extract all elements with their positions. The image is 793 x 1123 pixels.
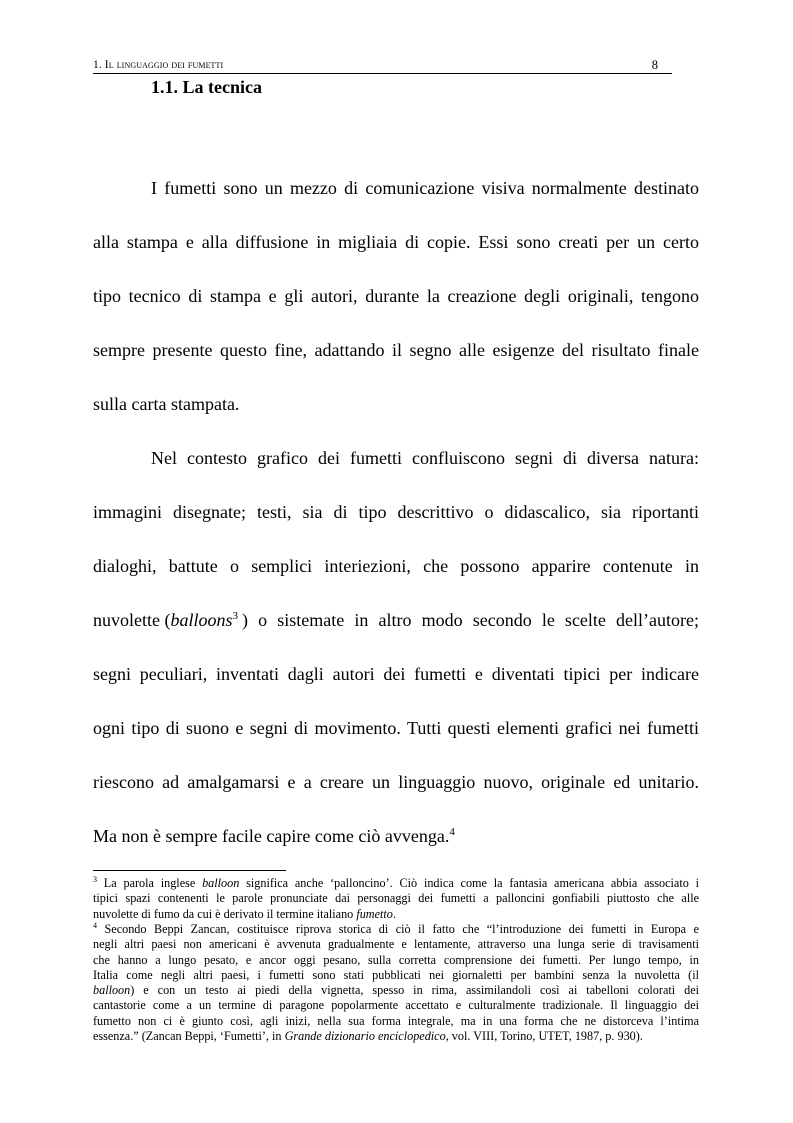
balloons-term: balloons	[170, 610, 233, 630]
paragraph-2-line-6: ogni tipo di suono e segni di movimento. Tutti questi elementi grafici nei fumetti	[93, 718, 699, 738]
footnote-4-mark: 4	[93, 921, 97, 930]
paragraph-2-line-5: segni peculiari, inventati dagli autori dei fumetti e diventati tipici per indicare	[93, 664, 699, 684]
paragraph-1-line-5: sulla carta stampata.	[93, 394, 240, 414]
paragraph-1-line-4: sempre presente questo fine, adattando il segno alle esigenze del risultato finale	[93, 340, 699, 360]
footnote-4	[93, 922, 699, 1044]
footnote-3-line-1: $^3$ La parola inglese balloon significa anche ‘palloncino’. Ciò indica come la fantasia americana abbia associato i	[93, 875, 699, 890]
footnote-3-line-3: nuvolette di fumo da cui è derivato il termine italiano fumetto.	[93, 906, 396, 921]
section-title: 1.1. La tecnica	[151, 77, 262, 97]
footnote-3-line-2: tipici spazi contenenti le parole pronunciate dai personaggi dei fumetti a palloncini gonfiabili piuttosto che alle	[93, 891, 699, 906]
footnote-ref-3[interactable]: 3	[232, 610, 238, 622]
footnote-4-line-2: negli altri paesi non americani è avvenuta gradualmente e lentamente, attraverso una lunga serie di travisamenti	[93, 937, 699, 952]
footnote-4-line-3: che hanno a lungo pesato, e ancor oggi pesano, sulla corretta comprensione dei fumetti. Per lungo tempo, in	[93, 952, 699, 967]
footnote-4-line-4: Italia come negli altri paesi, i fumetti sono stati pubblicati nei giornaletti per bambini senza la nuvoletta (il	[93, 967, 699, 982]
chapter-title: 1. Il linguaggio dei fumetti	[93, 59, 224, 71]
footnote-separator	[93, 870, 286, 871]
footnote-3-mark: 3	[93, 875, 97, 884]
page-number: 8	[651, 58, 658, 72]
paragraph-2-line-1: Nel contesto grafico dei fumetti confluiscono segni di diversa natura:	[151, 448, 699, 468]
footnote-4-line-7: fumetto non ci è giunto così, agli inizi, nella sua forma integrale, ma in una forma che ne distorceva l’intima	[93, 1013, 699, 1028]
balloons-phrase: nuvolette (balloons$^3$	[93, 610, 238, 630]
paragraph-1-line-3: tipo tecnico di stampa e gli autori, durante la creazione degli originali, tengono	[93, 286, 699, 306]
paragraph-2-line-7: riescono ad amalgamarsi e a creare un linguaggio nuovo, originale ed unitario.	[93, 772, 699, 792]
footnote-3	[93, 876, 699, 922]
paragraph-2-line-4-rest: ) o sistemate in altro modo secondo le scelte dell’autore;	[242, 610, 699, 630]
paragraph-2-line-4	[93, 609, 699, 631]
paragraph-2-line-2: immagini disegnate; testi, sia di tipo descrittivo o didascalico, sia riportanti	[93, 502, 699, 522]
paragraph-1-line-1: I fumetti sono un mezzo di comunicazione visiva normalmente destinato	[151, 178, 699, 198]
paragraph-2-line-3: dialoghi, battute o semplici interiezioni, che possono apparire contenute in	[93, 556, 699, 576]
paragraph-2-line-8: Ma non è sempre facile capire come ciò avvenga.$^4$	[93, 826, 455, 846]
running-header	[93, 57, 672, 74]
footnote-4-line-8: essenza.” (Zancan Beppi, ‘Fumetti’, in Grande dizionario enciclopedico, vol. VIII, Torino, UTET, 1987, p. 930).	[93, 1029, 643, 1044]
footnote-4-line-5: balloon) e con un testo ai piedi della vignetta, spesso in rima, assimilandoli così ai tabelloni colorati dei	[93, 983, 699, 998]
footnote-4-line-1: $^4$ Secondo Beppi Zancan, costituisce riprova storica di ciò il fatto che “l’introduzione dei fumetti in Europa e	[93, 921, 699, 936]
footnote-ref-4[interactable]: 4	[449, 826, 455, 838]
footnote-4-line-6: cantastorie come a un termine di paragone popolarmente accettato e culturalmente tradizionale. Il linguaggio dei	[93, 998, 699, 1013]
paragraph-1-line-2: alla stampa e alla diffusione in migliaia di copie. Essi sono creati per un certo	[93, 232, 699, 252]
